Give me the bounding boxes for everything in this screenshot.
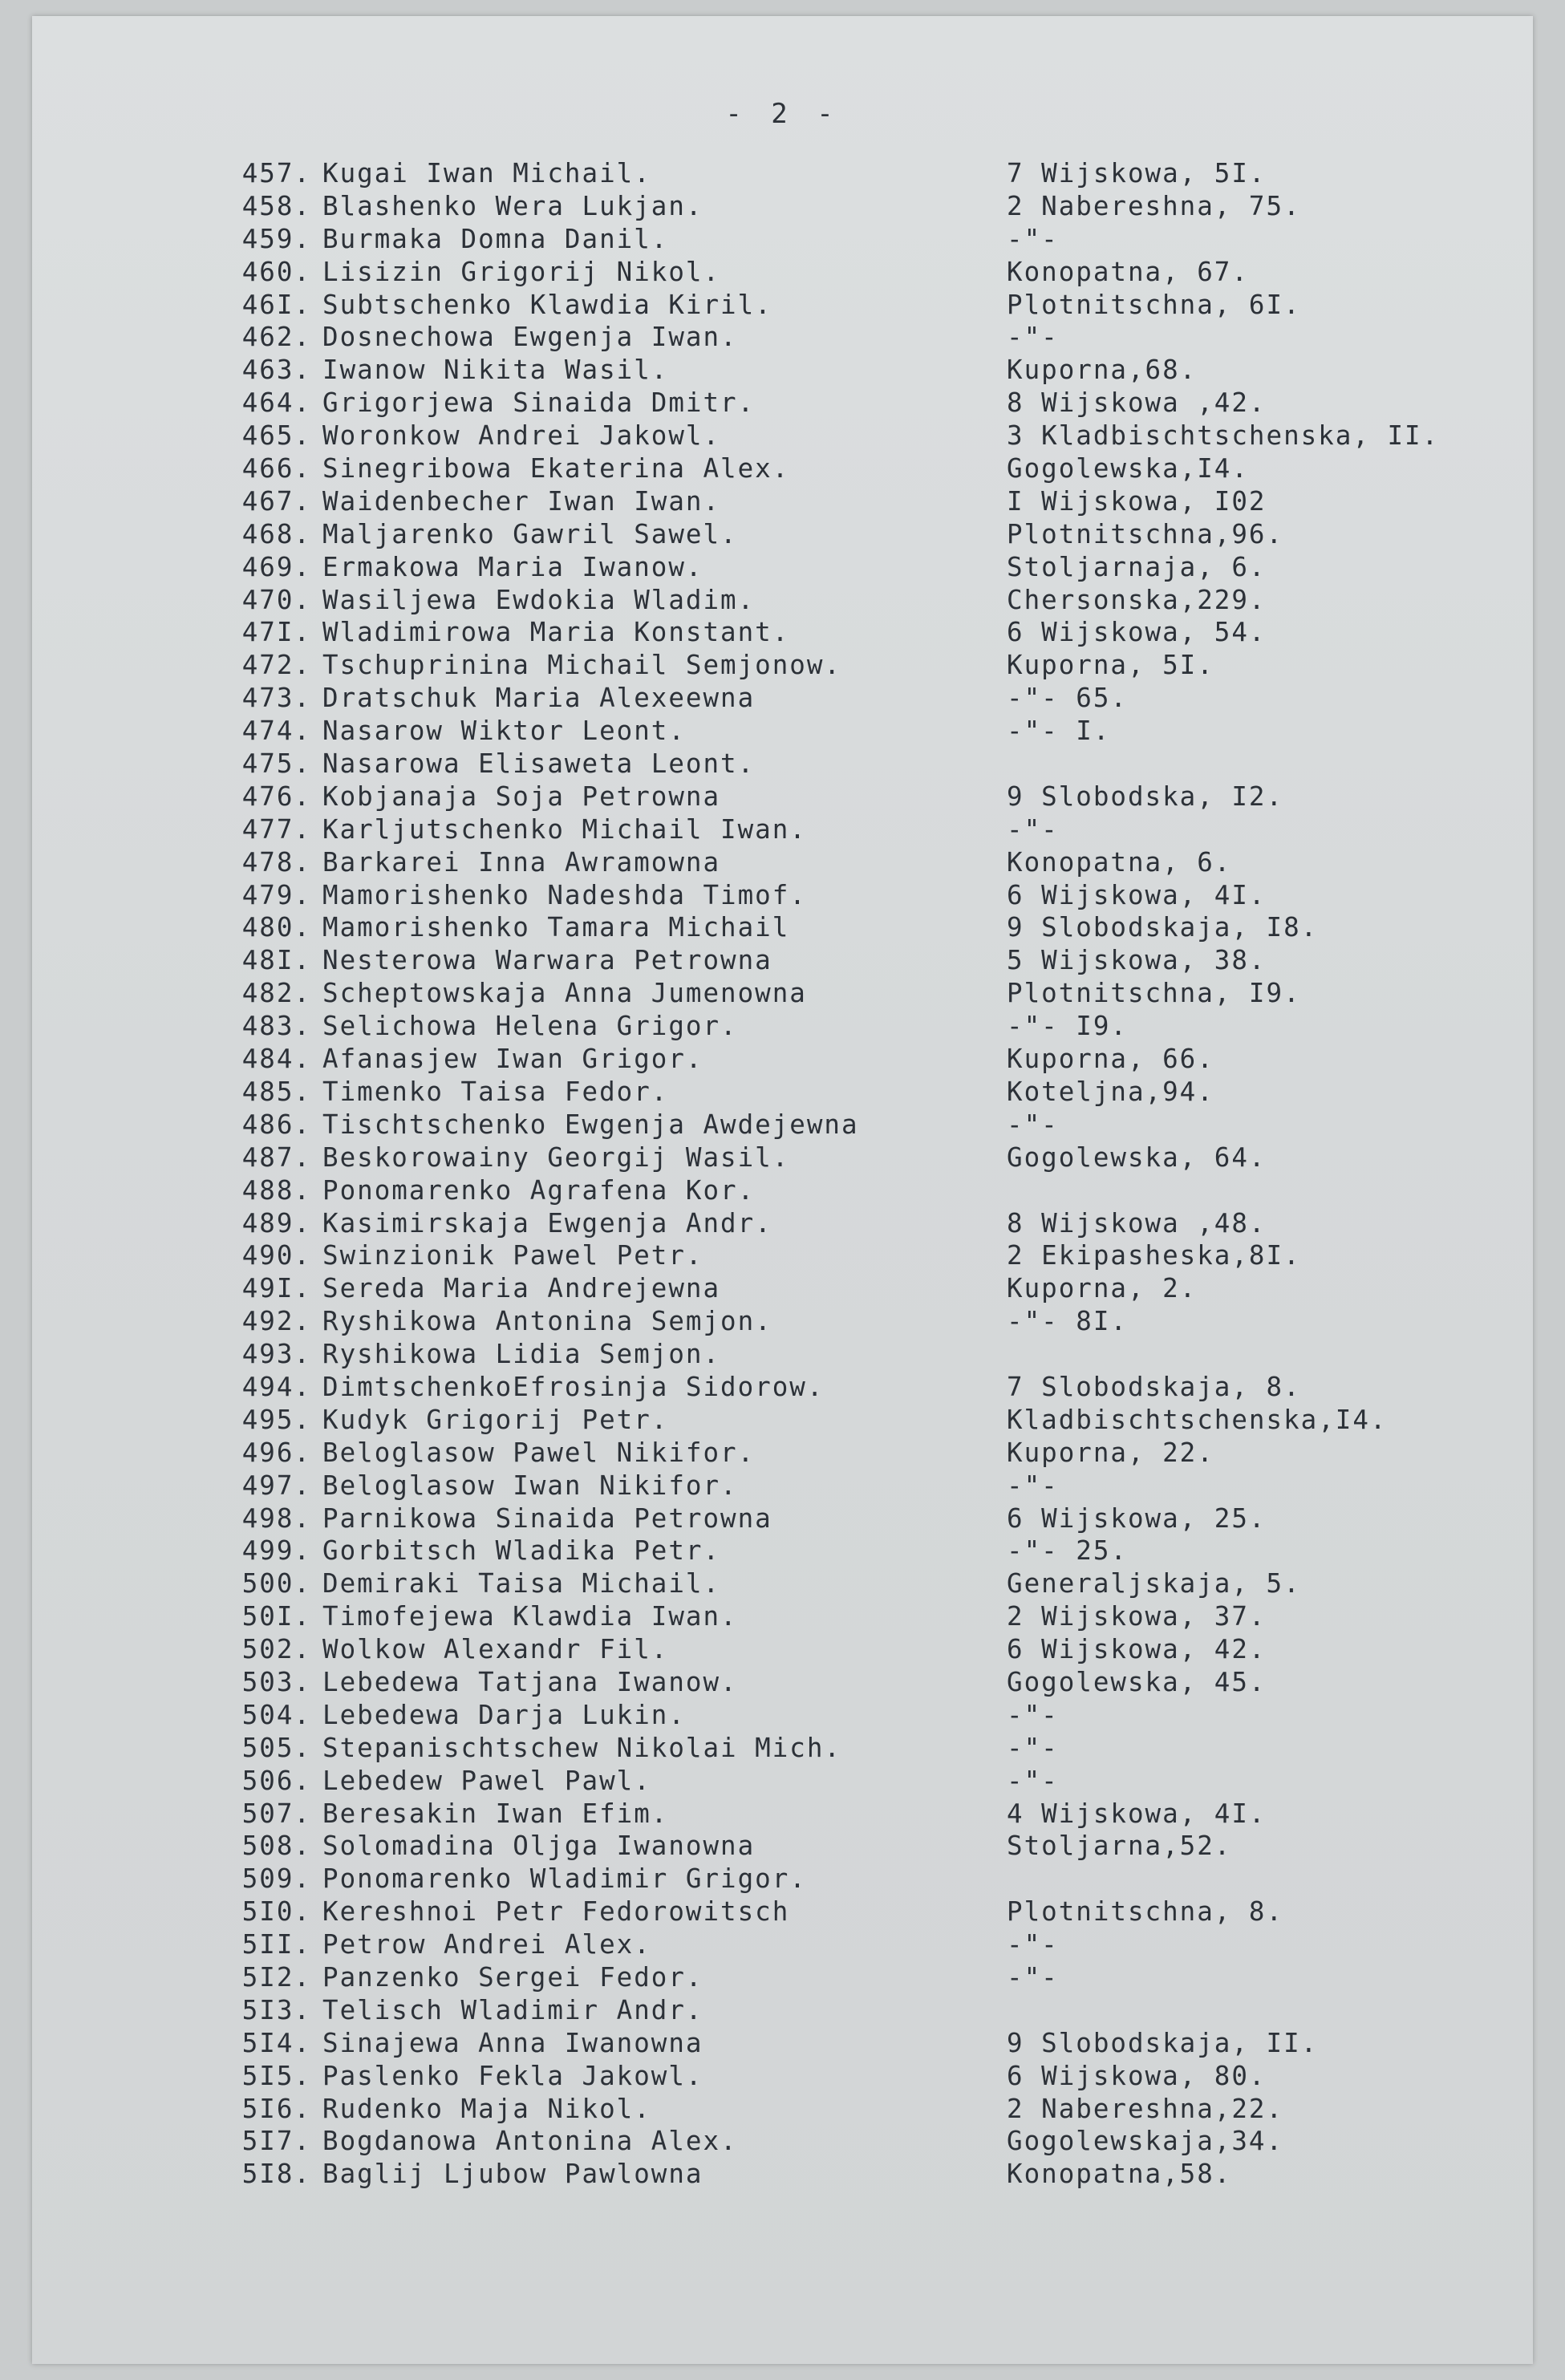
entry-number: 473.: [241, 683, 311, 714]
entry-list: [32, 157, 1533, 2191]
person-name: Tschuprinina Michail Semjonow.: [322, 650, 841, 681]
entry-number: 5I0.: [241, 1896, 311, 1928]
person-name: Parnikowa Sinaida Petrowna: [322, 1502, 772, 1534]
person-name: Lebedewa Tatjana Iwanow.: [322, 1666, 738, 1697]
person-name: Beskorowainy Georgij Wasil.: [322, 1141, 790, 1173]
street-address: -"-: [1007, 1929, 1059, 1960]
entry-number: 504.: [241, 1699, 311, 1730]
street-address: -"- I9.: [1007, 1011, 1128, 1042]
street-address: Kladbischtschenska,I4.: [1007, 1404, 1388, 1435]
person-name: Lisizin Grigorij Nikol.: [322, 256, 721, 287]
street-address: -"-: [1007, 1765, 1059, 1796]
list-item: [32, 223, 1533, 256]
street-address: Koteljna,94.: [1007, 1076, 1214, 1107]
street-address: 8 Wijskowa ,48.: [1007, 1207, 1267, 1239]
entry-number: 496.: [241, 1437, 311, 1468]
list-item: [32, 1600, 1533, 1633]
person-name: Maljarenko Gawril Sawel.: [322, 518, 738, 549]
person-name: Gorbitsch Wladika Petr.: [322, 1535, 721, 1567]
list-item: [32, 649, 1533, 682]
person-name: Dosnechowa Ewgenja Iwan.: [322, 322, 738, 353]
street-address: 9 Slobodska, I2.: [1007, 780, 1284, 812]
list-item: [32, 1535, 1533, 1567]
street-address: 2 Ekipasheska,8I.: [1007, 1240, 1301, 1271]
street-address: Gogolewskaja,34.: [1007, 2126, 1284, 2157]
entry-number: 484.: [241, 1044, 311, 1075]
street-address: 6 Wijskowa, 80.: [1007, 2060, 1267, 2091]
list-item: [32, 1174, 1533, 1207]
street-address: 7 Wijskowa, 5I.: [1007, 158, 1267, 189]
list-item: [32, 944, 1533, 977]
person-name: Kereshnoi Petr Fedorowitsch: [322, 1896, 790, 1928]
person-name: Tischtschenko Ewgenja Awdejewna: [322, 1109, 859, 1140]
street-address: Plotnitschna, 8.: [1007, 1896, 1284, 1928]
entry-number: 460.: [241, 256, 311, 287]
street-address: Plotnitschna,96.: [1007, 518, 1284, 549]
entry-number: 502.: [241, 1634, 311, 1665]
street-address: 6 Wijskowa, 42.: [1007, 1634, 1267, 1665]
person-name: Beloglasow Iwan Nikifor.: [322, 1470, 738, 1501]
person-name: Selichowa Helena Grigor.: [322, 1011, 738, 1042]
street-address: 6 Wijskowa, 4I.: [1007, 879, 1267, 910]
street-address: -"-: [1007, 813, 1059, 845]
list-item: [32, 1437, 1533, 1470]
person-name: Wasiljewa Ewdokia Wladim.: [322, 584, 756, 615]
list-item: [32, 2125, 1533, 2158]
person-name: Stepanischtschew Nikolai Mich.: [322, 1732, 841, 1763]
page-number: - 2 -: [725, 98, 840, 130]
person-name: Beloglasow Pawel Nikifor.: [322, 1437, 756, 1468]
person-name: Lebedew Pawel Pawl.: [322, 1765, 651, 1796]
street-address: 5 Wijskowa, 38.: [1007, 945, 1267, 976]
list-item: [32, 1961, 1533, 1994]
entry-number: 494.: [241, 1371, 311, 1402]
list-item: [32, 420, 1533, 452]
person-name: Telisch Wladimir Andr.: [322, 1994, 703, 2025]
list-item: [32, 715, 1533, 748]
entry-number: 493.: [241, 1339, 311, 1370]
entry-number: 5I4.: [241, 2027, 311, 2058]
list-item: [32, 1732, 1533, 1765]
street-address: -"- 65.: [1007, 683, 1128, 714]
entry-number: 483.: [241, 1011, 311, 1042]
person-name: Burmaka Domna Danil.: [322, 223, 669, 254]
street-address: -"-: [1007, 1732, 1059, 1763]
street-address: Plotnitschna, I9.: [1007, 978, 1301, 1009]
entry-number: 468.: [241, 518, 311, 549]
person-name: Barkarei Inna Awramowna: [322, 846, 721, 878]
entry-number: 475.: [241, 748, 311, 780]
person-name: Wladimirowa Maria Konstant.: [322, 617, 790, 648]
entry-number: 480.: [241, 912, 311, 943]
list-item: [32, 551, 1533, 584]
list-item: [32, 1863, 1533, 1895]
entry-number: 482.: [241, 978, 311, 1009]
street-address: -"-: [1007, 1699, 1059, 1730]
street-address: -"-: [1007, 1109, 1059, 1140]
street-address: I Wijskowa, I02: [1007, 485, 1267, 517]
person-name: Scheptowskaja Anna Jumenowna: [322, 978, 807, 1009]
street-address: -"- 8I.: [1007, 1306, 1128, 1337]
person-name: Swinzionik Pawel Petr.: [322, 1240, 703, 1271]
person-name: Ryshikowa Antonina Semjon.: [322, 1306, 772, 1337]
person-name: Sinegribowa Ekaterina Alex.: [322, 453, 790, 485]
street-address: Plotnitschna, 6I.: [1007, 289, 1301, 320]
list-item: [32, 1994, 1533, 2027]
list-item: [32, 748, 1533, 780]
entry-number: 489.: [241, 1207, 311, 1239]
street-address: 8 Wijskowa ,42.: [1007, 387, 1267, 419]
person-name: Dratschuk Maria Alexeewna: [322, 683, 756, 714]
street-address: -"-: [1007, 1961, 1059, 1993]
person-name: Baglij Ljubow Pawlowna: [322, 2159, 703, 2190]
street-address: Kuporna, 2.: [1007, 1273, 1198, 1304]
person-name: Lebedewa Darja Lukin.: [322, 1699, 686, 1730]
entry-number: 48I.: [241, 945, 311, 976]
list-item: [32, 682, 1533, 715]
street-address: Kuporna, 66.: [1007, 1044, 1214, 1075]
street-address: 9 Slobodskaja, I8.: [1007, 912, 1319, 943]
list-item: [32, 1272, 1533, 1305]
list-item: [32, 518, 1533, 551]
person-name: Ponomarenko Agrafena Kor.: [322, 1174, 756, 1206]
entry-number: 457.: [241, 158, 311, 189]
list-item: [32, 485, 1533, 518]
person-name: Beresakin Iwan Efim.: [322, 1798, 669, 1829]
person-name: Sinajewa Anna Iwanowna: [322, 2027, 703, 2058]
document-page: [32, 16, 1533, 2364]
person-name: Paslenko Fekla Jakowl.: [322, 2060, 703, 2091]
person-name: Waidenbecher Iwan Iwan.: [322, 485, 721, 517]
list-item: [32, 1076, 1533, 1109]
street-address: Stoljarnaja, 6.: [1007, 551, 1267, 582]
street-address: 2 Wijskowa, 37.: [1007, 1601, 1267, 1632]
list-item: [32, 2093, 1533, 2126]
entry-number: 47I.: [241, 617, 311, 648]
person-name: Mamorishenko Nadeshda Timof.: [322, 879, 807, 910]
entry-number: 476.: [241, 780, 311, 812]
person-name: Solomadina Oljga Iwanowna: [322, 1831, 756, 1862]
list-item: [32, 1371, 1533, 1404]
entry-number: 487.: [241, 1141, 311, 1173]
list-item: [32, 2027, 1533, 2060]
person-name: Sereda Maria Andrejewna: [322, 1273, 721, 1304]
street-address: Kuporna, 5I.: [1007, 650, 1214, 681]
entry-number: 469.: [241, 551, 311, 582]
entry-number: 503.: [241, 1666, 311, 1697]
list-item: [32, 1567, 1533, 1600]
list-item: [32, 1928, 1533, 1961]
street-address: Generaljskaja, 5.: [1007, 1568, 1301, 1600]
entry-number: 465.: [241, 420, 311, 452]
list-item: [32, 1109, 1533, 1141]
person-name: Ryshikowa Lidia Semjon.: [322, 1339, 721, 1370]
list-item: [32, 846, 1533, 879]
list-item: [32, 289, 1533, 322]
entry-number: 505.: [241, 1732, 311, 1763]
person-name: Bogdanowa Antonina Alex.: [322, 2126, 738, 2157]
person-name: Iwanow Nikita Wasil.: [322, 355, 669, 386]
entry-number: 486.: [241, 1109, 311, 1140]
entry-number: 492.: [241, 1306, 311, 1337]
list-item: [32, 1895, 1533, 1928]
entry-number: 509.: [241, 1863, 311, 1895]
person-name: Subtschenko Klawdia Kiril.: [322, 289, 772, 320]
street-address: 6 Wijskowa, 25.: [1007, 1502, 1267, 1534]
street-address: -"-: [1007, 1470, 1059, 1501]
entry-number: 479.: [241, 879, 311, 910]
street-address: -"- I.: [1007, 716, 1111, 747]
entry-number: 490.: [241, 1240, 311, 1271]
list-item: [32, 256, 1533, 289]
person-name: Timenko Taisa Fedor.: [322, 1076, 669, 1107]
entry-number: 507.: [241, 1798, 311, 1829]
list-item: [32, 1305, 1533, 1338]
entry-number: 462.: [241, 322, 311, 353]
entry-number: 5I8.: [241, 2159, 311, 2190]
list-item: [32, 911, 1533, 944]
street-address: 4 Wijskowa, 4I.: [1007, 1798, 1267, 1829]
street-address: Konopatna, 67.: [1007, 256, 1249, 287]
person-name: Kasimirskaja Ewgenja Andr.: [322, 1207, 772, 1239]
list-item: [32, 2060, 1533, 2093]
person-name: Nasarowa Elisaweta Leont.: [322, 748, 756, 780]
entry-number: 5I3.: [241, 1994, 311, 2025]
list-item: [32, 354, 1533, 387]
entry-number: 508.: [241, 1831, 311, 1862]
list-item: [32, 1633, 1533, 1666]
street-address: -"- 25.: [1007, 1535, 1128, 1567]
street-address: Kuporna,68.: [1007, 355, 1198, 386]
list-item: [32, 190, 1533, 223]
person-name: Kobjanaja Soja Petrowna: [322, 780, 721, 812]
person-name: DimtschenkoEfrosinja Sidorow.: [322, 1371, 825, 1402]
list-item: [32, 977, 1533, 1010]
street-address: 6 Wijskowa, 54.: [1007, 617, 1267, 648]
list-item: [32, 780, 1533, 813]
list-item: [32, 157, 1533, 190]
list-item: [32, 1239, 1533, 1272]
entry-number: 5I5.: [241, 2060, 311, 2091]
entry-number: 495.: [241, 1404, 311, 1435]
entry-number: 466.: [241, 453, 311, 485]
person-name: Kudyk Grigorij Petr.: [322, 1404, 669, 1435]
entry-number: 46I.: [241, 289, 311, 320]
person-name: Rudenko Maja Nikol.: [322, 2093, 651, 2124]
list-item: [32, 1043, 1533, 1076]
list-item: [32, 1699, 1533, 1732]
street-address: Konopatna,58.: [1007, 2159, 1232, 2190]
street-address: Kuporna, 22.: [1007, 1437, 1214, 1468]
street-address: Gogolewska, 64.: [1007, 1141, 1267, 1173]
person-name: Woronkow Andrei Jakowl.: [322, 420, 721, 452]
list-item: [32, 1338, 1533, 1371]
street-address: Chersonska,229.: [1007, 584, 1267, 615]
list-item: [32, 387, 1533, 420]
list-item: [32, 1207, 1533, 1240]
entry-number: 500.: [241, 1568, 311, 1600]
street-address: 7 Slobodskaja, 8.: [1007, 1371, 1301, 1402]
person-name: Kugai Iwan Michail.: [322, 158, 651, 189]
street-address: -"-: [1007, 322, 1059, 353]
person-name: Petrow Andrei Alex.: [322, 1929, 651, 1960]
entry-number: 459.: [241, 223, 311, 254]
list-item: [32, 1830, 1533, 1863]
person-name: Nesterowa Warwara Petrowna: [322, 945, 772, 976]
list-item: [32, 321, 1533, 354]
entry-number: 485.: [241, 1076, 311, 1107]
street-address: Stoljarna,52.: [1007, 1831, 1232, 1862]
entry-number: 5I6.: [241, 2093, 311, 2124]
entry-number: 478.: [241, 846, 311, 878]
entry-number: 464.: [241, 387, 311, 419]
person-name: Ermakowa Maria Iwanow.: [322, 551, 703, 582]
list-item: [32, 1404, 1533, 1437]
person-name: Demiraki Taisa Michail.: [322, 1568, 721, 1600]
list-item: [32, 879, 1533, 912]
person-name: Panzenko Sergei Fedor.: [322, 1961, 703, 1993]
list-item: [32, 1141, 1533, 1174]
street-address: 2 Nabereshna, 75.: [1007, 190, 1301, 221]
entry-number: 498.: [241, 1502, 311, 1534]
entry-number: 463.: [241, 355, 311, 386]
person-name: Wolkow Alexandr Fil.: [322, 1634, 669, 1665]
entry-number: 506.: [241, 1765, 311, 1796]
person-name: Timofejewa Klawdia Iwan.: [322, 1601, 738, 1632]
person-name: Grigorjewa Sinaida Dmitr.: [322, 387, 756, 419]
entry-number: 50I.: [241, 1601, 311, 1632]
entry-number: 474.: [241, 716, 311, 747]
entry-number: 5II.: [241, 1929, 311, 1960]
list-item: [32, 1010, 1533, 1043]
list-item: [32, 1765, 1533, 1798]
entry-number: 470.: [241, 584, 311, 615]
person-name: Mamorishenko Tamara Michail: [322, 912, 790, 943]
entry-number: 467.: [241, 485, 311, 517]
street-address: -"-: [1007, 223, 1059, 254]
person-name: Karljutschenko Michail Iwan.: [322, 813, 807, 845]
list-item: [32, 2158, 1533, 2191]
list-item: [32, 1502, 1533, 1535]
entry-number: 49I.: [241, 1273, 311, 1304]
list-item: [32, 813, 1533, 846]
street-address: Gogolewska,I4.: [1007, 453, 1249, 485]
street-address: 3 Kladbischtschenska, II.: [1007, 420, 1440, 452]
street-address: 2 Nabereshna,22.: [1007, 2093, 1284, 2124]
list-item: [32, 1470, 1533, 1502]
list-item: [32, 584, 1533, 617]
entry-number: 472.: [241, 650, 311, 681]
entry-number: 477.: [241, 813, 311, 845]
entry-number: 5I7.: [241, 2126, 311, 2157]
entry-number: 5I2.: [241, 1961, 311, 1993]
person-name: Ponomarenko Wladimir Grigor.: [322, 1863, 807, 1895]
street-address: Gogolewska, 45.: [1007, 1666, 1267, 1697]
entry-number: 499.: [241, 1535, 311, 1567]
entry-number: 488.: [241, 1174, 311, 1206]
person-name: Nasarow Wiktor Leont.: [322, 716, 686, 747]
list-item: [32, 452, 1533, 485]
list-item: [32, 1666, 1533, 1699]
person-name: Blashenko Wera Lukjan.: [322, 190, 703, 221]
list-item: [32, 1798, 1533, 1831]
list-item: [32, 616, 1533, 649]
entry-number: 497.: [241, 1470, 311, 1501]
entry-number: 458.: [241, 190, 311, 221]
person-name: Afanasjew Iwan Grigor.: [322, 1044, 703, 1075]
street-address: Konopatna, 6.: [1007, 846, 1232, 878]
street-address: 9 Slobodskaja, II.: [1007, 2027, 1319, 2058]
